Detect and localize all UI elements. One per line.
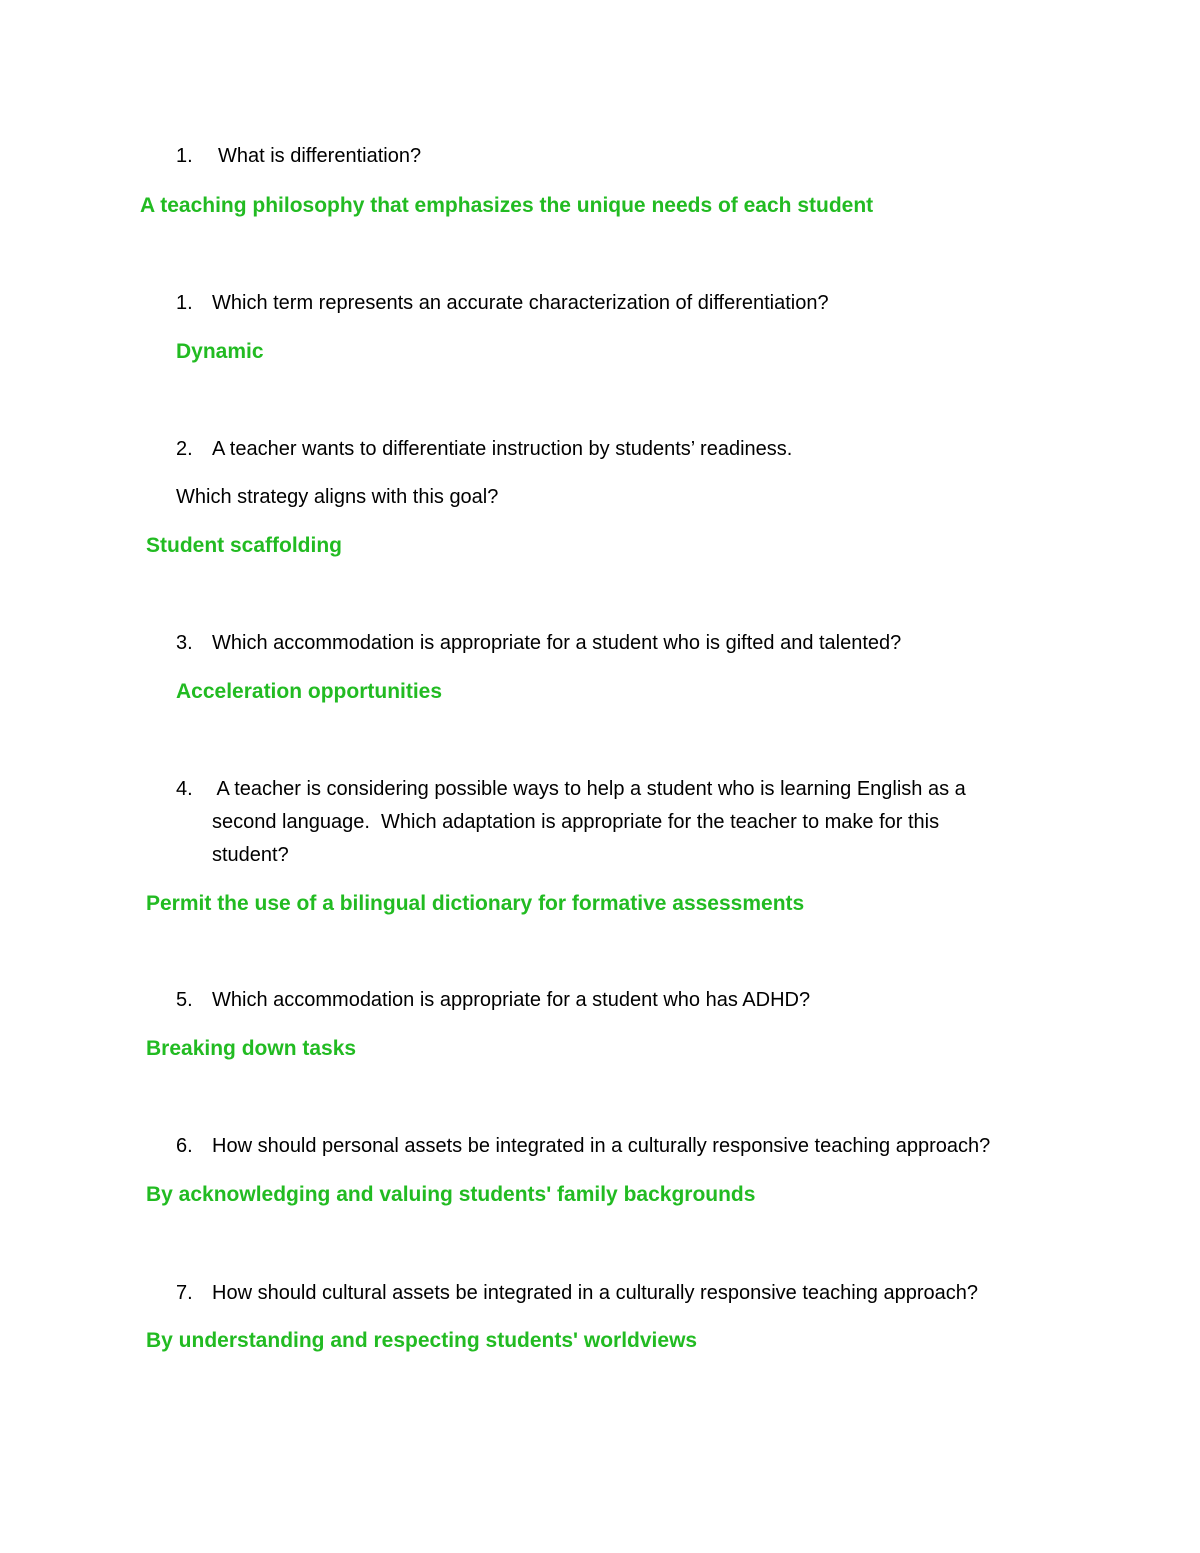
- question-text: How should cultural assets be integrated in a culturally responsive teaching approach?: [212, 1282, 979, 1304]
- answer-text: Permit the use of a bilingual dictionary for formative assessments: [146, 892, 805, 915]
- question-number: 5.: [176, 989, 193, 1011]
- question-text: Which accommodation is appropriate for a student who is gifted and talented?: [212, 632, 902, 654]
- question-number: 7.: [176, 1282, 193, 1304]
- answer-text: By acknowledging and valuing students' family backgrounds: [146, 1183, 756, 1206]
- question-number: 6.: [176, 1135, 193, 1157]
- question-number: 2.: [176, 438, 193, 460]
- answer-text: By understanding and respecting students' worldviews: [146, 1329, 698, 1352]
- question-text: student?: [212, 844, 289, 866]
- answer-text: Acceleration opportunities: [176, 680, 443, 703]
- question-text: Which term represents an accurate characterization of differentiation?: [212, 292, 829, 314]
- question-number: 3.: [176, 632, 193, 654]
- question-text: How should personal assets be integrated in a culturally responsive teaching approach?: [212, 1135, 991, 1157]
- answer-text: Dynamic: [176, 340, 264, 363]
- question-text: A teacher wants to differentiate instruction by students’ readiness.: [212, 438, 793, 460]
- question-number: 1.: [176, 292, 193, 314]
- answer-text: A teaching philosophy that emphasizes the unique needs of each student: [140, 194, 874, 217]
- question-text: What is differentiation?: [218, 145, 422, 167]
- question-text: A teacher is considering possible ways to help a student who is learning English as a: [212, 778, 966, 800]
- question-number: 4.: [176, 778, 193, 800]
- question-number: 1.: [176, 145, 193, 167]
- question-text: Which accommodation is appropriate for a student who has ADHD?: [212, 989, 811, 1011]
- answer-text: Student scaffolding: [146, 534, 342, 557]
- question-text: second language. Which adaptation is appropriate for the teacher to make for this: [212, 811, 940, 833]
- answer-text: Breaking down tasks: [146, 1037, 357, 1060]
- question-follow-up: Which strategy aligns with this goal?: [176, 486, 499, 508]
